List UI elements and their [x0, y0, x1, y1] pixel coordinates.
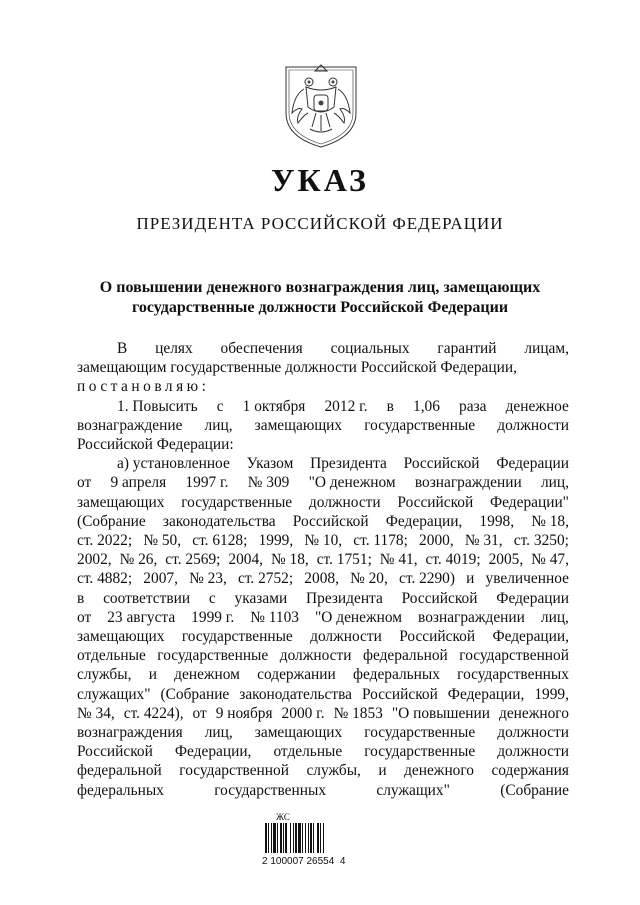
word: 1. Повысить [117, 397, 198, 415]
word: лиц, [204, 724, 233, 742]
body-line: постановляю: [77, 378, 210, 396]
word: 9 ноября [215, 704, 273, 722]
word: служащих" [376, 781, 450, 799]
word: должности [308, 493, 381, 511]
word: государственные [181, 493, 293, 511]
word: Федерации [496, 455, 569, 473]
word: (Собрание [160, 685, 230, 703]
word: ст. 1178; [353, 532, 408, 550]
body-line [77, 550, 569, 569]
word: федеральной [77, 762, 162, 780]
word: 2007, [143, 570, 178, 588]
body-line [77, 473, 569, 492]
barcode-bar [320, 823, 321, 853]
word: увеличенное [485, 570, 569, 588]
word: государственной [179, 762, 289, 780]
word: Федерации, [447, 685, 525, 703]
word: В [117, 340, 128, 357]
word: с [208, 589, 216, 607]
word: Федерации, [385, 512, 463, 530]
word: 1998, [479, 512, 515, 530]
body-line [77, 569, 569, 588]
word: Российской [403, 455, 480, 473]
word: денежного [404, 762, 474, 780]
barcode-icon [265, 823, 343, 853]
word: должности [497, 724, 569, 742]
word: должности [279, 647, 352, 665]
document-type-title: УКАЗ [271, 162, 369, 198]
body-line [77, 627, 569, 646]
word: государственные [157, 647, 269, 665]
barcode-bar [277, 823, 278, 853]
body-line [77, 781, 569, 800]
body-line [77, 531, 569, 550]
word: денежного [498, 704, 569, 722]
word: в [386, 397, 394, 415]
barcode-bar [268, 823, 269, 853]
word: а) установленное [117, 455, 230, 473]
body-line [77, 761, 569, 780]
word: от [192, 704, 207, 722]
word: № 20, [350, 570, 388, 588]
word: Российской [361, 685, 438, 703]
word: № 34, [77, 704, 115, 722]
word: отдельные [77, 647, 146, 665]
word: "О повышении [391, 704, 491, 722]
word: государственных [457, 666, 569, 684]
word: лиц, [540, 608, 569, 626]
word: (Собрание [77, 512, 146, 530]
word: федеральной [362, 647, 448, 665]
word: замещающих [254, 724, 343, 742]
word: федеральных [77, 781, 164, 799]
word: Российской [77, 743, 153, 761]
word: 2005, [488, 551, 524, 569]
word: федеральных [353, 666, 440, 684]
word: должности [310, 628, 382, 646]
word: содержании [257, 666, 336, 684]
word: Федерации, [492, 628, 569, 646]
word: от [77, 608, 92, 626]
word: государственные [364, 416, 476, 434]
word: Президента [310, 455, 387, 473]
word: государственных [214, 781, 327, 799]
word: ст. 6128; [192, 532, 248, 550]
heading-line: О повышении денежного вознаграждения лиц, замещающих [99, 279, 541, 296]
barcode-bar [313, 823, 314, 853]
word: ст. 4224), [123, 704, 184, 722]
word: социальных [330, 340, 410, 357]
word: замещающих [254, 416, 343, 434]
word: законодательства [162, 512, 276, 530]
word: 2000 г. [281, 704, 325, 722]
word: государственные [364, 743, 476, 761]
body-line [77, 339, 569, 358]
barcode-bar [265, 823, 267, 853]
word: ст. 2290) [399, 570, 456, 588]
word: и [148, 666, 157, 684]
body-line [77, 742, 569, 761]
body-line [77, 589, 569, 608]
word: Федерации, [174, 743, 252, 761]
word: и [378, 762, 387, 780]
body-line [77, 685, 569, 704]
body-line: Российской Федерации: [77, 436, 234, 454]
barcode-bar [283, 823, 284, 853]
word: ст. 4882; [77, 570, 133, 588]
barcode-bar [295, 823, 297, 853]
body-line: замещающим государственные должности Российской Федерации, [77, 359, 517, 377]
barcode-bar [310, 823, 312, 853]
word: денежном [174, 666, 240, 684]
word: № 26, [119, 551, 158, 569]
body-line [77, 723, 569, 742]
word: 1,06 [413, 397, 440, 415]
word: обеспечения [220, 340, 303, 357]
body-line [77, 608, 569, 627]
word: Российской [399, 628, 476, 646]
word: и [466, 570, 475, 588]
barcode-bar [302, 823, 303, 853]
word: лицам, [524, 340, 569, 357]
word: от [77, 474, 92, 492]
word: Российской [397, 493, 474, 511]
word: Указом [246, 455, 294, 473]
word: № 18, [531, 512, 569, 530]
body-line [77, 512, 569, 531]
decree-heading [60, 278, 580, 318]
word: № 10, [304, 532, 343, 550]
word: гарантий [437, 340, 497, 357]
barcode-bar [308, 823, 309, 853]
word: № 18, [270, 551, 309, 569]
barcode-bar [305, 823, 306, 853]
word: (Собрание [500, 781, 569, 799]
body-line [77, 397, 569, 416]
decree-body [77, 339, 569, 800]
word: государственные [364, 724, 476, 742]
word: 2004, [228, 551, 264, 569]
word: 2000, [419, 532, 454, 550]
word: 9 апреля [110, 474, 167, 492]
word: № 1103 [250, 608, 299, 626]
body-line [77, 416, 569, 435]
word: вознаграждение [77, 416, 183, 434]
word: соответствии [103, 589, 191, 607]
word: 23 августа [107, 608, 176, 626]
word: должности [497, 416, 569, 434]
word: Президента [306, 589, 383, 607]
word: ст. 1751; [316, 551, 372, 569]
word: № 31, [464, 532, 503, 550]
body-line [77, 454, 569, 473]
word: службы, [77, 666, 132, 684]
word: 1999 г. [191, 608, 235, 626]
word: "О денежном [308, 474, 396, 492]
word: 1 октября [242, 397, 306, 415]
body-line [77, 704, 569, 723]
word: с [216, 397, 224, 415]
body-line [77, 493, 569, 512]
word: ст. 4019; [425, 551, 481, 569]
word: государственной [459, 647, 569, 665]
barcode-bar [280, 823, 282, 853]
word: ст. 2022; [77, 532, 133, 550]
word: № 50, [143, 532, 182, 550]
word: 2008, [304, 570, 339, 588]
word: 2012 г. [324, 397, 368, 415]
word: содержания [491, 762, 569, 780]
word: 1999, [534, 685, 569, 703]
word: Российской [401, 589, 478, 607]
word: государственные [181, 628, 293, 646]
barcode-bar [290, 823, 291, 853]
word: ст. 2569; [165, 551, 221, 569]
word: № 41, [379, 551, 418, 569]
word: № 1853 [333, 704, 383, 722]
word: замещающих [77, 493, 165, 511]
heading-line: государственные должности Российской Федерации [131, 299, 509, 316]
word: лиц, [204, 416, 233, 434]
word: должности [497, 743, 569, 761]
word: 1997 г. [185, 474, 229, 492]
barcode-mark: ЖС [276, 812, 290, 822]
word: вознаграждении [414, 474, 522, 492]
body-line [77, 665, 569, 684]
word: целях [155, 340, 193, 357]
word: лиц, [540, 474, 569, 492]
word: № 23, [189, 570, 227, 588]
word: службы, [306, 762, 361, 780]
word: ст. 2752; [238, 570, 294, 588]
word: ст. 3250; [513, 532, 569, 550]
word: № 309 [247, 474, 290, 492]
issuer-subtitle: ПРЕЗИДЕНТА РОССИЙСКОЙ ФЕДЕРАЦИИ [136, 214, 504, 233]
barcode-bar [273, 823, 276, 853]
barcode-number: 2 100007 26554 4 [262, 856, 346, 867]
body-line [77, 646, 569, 665]
word: вознаграждении [418, 608, 525, 626]
word: Российской [292, 512, 369, 530]
word: законодательства [239, 685, 352, 703]
word: 2002, [77, 551, 112, 569]
word: замещающих [77, 628, 165, 646]
russian-coat-of-arms-icon [280, 57, 362, 149]
barcode-bar [323, 823, 324, 853]
barcode-bar [317, 823, 319, 853]
word: 1999, [258, 532, 294, 550]
word: "О денежном [315, 608, 403, 626]
word: указами [234, 589, 288, 607]
word: в [77, 589, 85, 607]
word: № 47, [531, 551, 569, 569]
word: отдельные [273, 743, 343, 761]
barcode-bar [271, 823, 272, 853]
word: Федерации [496, 589, 569, 607]
word: служащих" [77, 685, 151, 703]
word: вознаграждения [77, 724, 183, 742]
barcode-bar [298, 823, 301, 853]
barcode-bar [285, 823, 287, 853]
word: Федерации" [490, 493, 569, 511]
barcode-bar [293, 823, 294, 853]
word: денежное [505, 397, 569, 415]
word: раза [459, 397, 487, 415]
